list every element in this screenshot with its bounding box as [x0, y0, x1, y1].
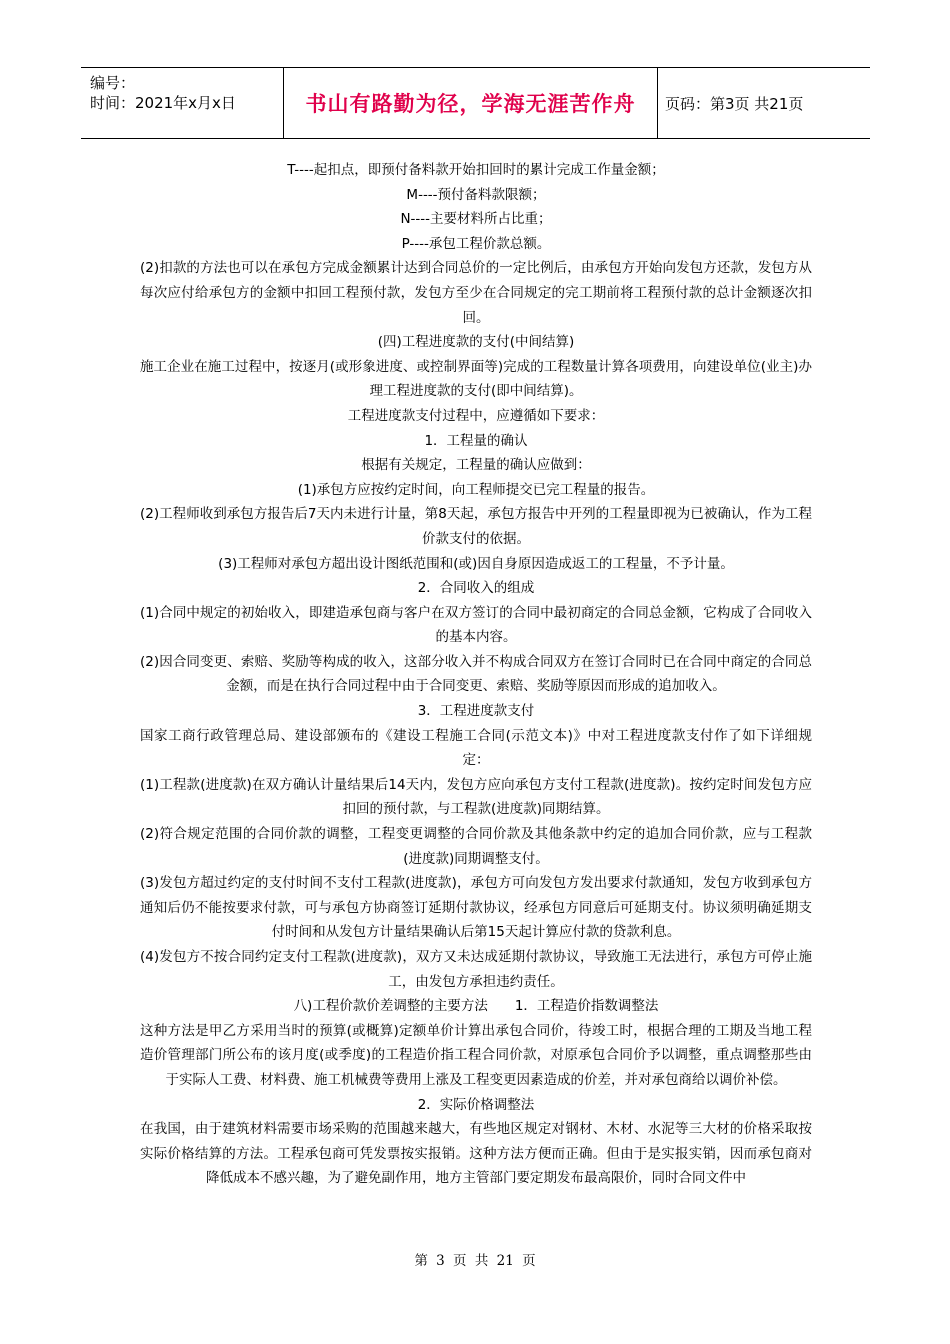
subheading-actual-price: 2．实际价格调整法: [417, 1096, 535, 1113]
header-motto: 书山有路勤为径，学海无涯苦作舟: [305, 92, 636, 116]
paragraph-14: (1)合同中规定的初始收入，即建造承包商与客户在双方签订的合同中最初商定的合同总金额，它构成了合同收入的基本内容。: [140, 604, 812, 646]
section-heading-progress-payment: (四)工程进度款的支付(中间结算): [377, 334, 575, 351]
paragraph-0: T----起扣点，即预付备料款开始扣回时的累计完成工作量金额；: [287, 162, 665, 178]
paragraph-12: (3)工程师对承包方超出设计图纸范围和(或)因自身原因造成返工的工程量，不予计量。: [218, 555, 734, 572]
paragraph-1: M----预付备料款限额；: [406, 186, 546, 203]
paragraph-7: 工程进度款支付过程中，应遵循如下要求：: [347, 407, 605, 424]
paragraph-10: (1)承包方应按约定时间，向工程师提交已完工程量的报告。: [297, 481, 655, 498]
paragraph-2: N----主要材料所占比重；: [400, 211, 552, 228]
header-motto-cell: [283, 68, 658, 138]
header-left-cell: [81, 68, 283, 138]
paragraph-11: (2)工程师收到承包方报告后7天内未进行计量，第8天起，承包方报告中开列的工程量即视为已被确认，作为工程价款支付的依据。: [140, 506, 812, 547]
subheading-progress-payment: 3．工程进度款支付: [417, 703, 535, 720]
paragraph-23: 这种方法是甲乙方采用当时的预算(或概算)定额单价计算出承包合同价，待竣工时，根据合理的工期及当地工程造价管理部门所公布的该月度(或季度)的工程造价指工程合同价款，对原承包合同价予以调整，重点调整那些由于实际人工费、材料费、施工机械费等费用上涨及工程变更因素造成的价差，并对承包商给以调价补偿。: [140, 1022, 812, 1088]
page-header: [81, 67, 870, 139]
page-footer: 第 3 页 共 21 页: [414, 1253, 536, 1269]
header-page-cell: [657, 68, 870, 138]
section-heading-price-adjustment: 八)工程价款价差调整的主要方法 1．工程造价指数调整法: [293, 998, 659, 1015]
paragraph-20: (3)发包方超过约定的支付时间不支付工程款(进度款)，承包方可向发包方发出要求付款通知，发包方收到承包方通知后仍不能按要求付款，可与承包方协商签订延期付款协议，经承包方同意后可延期支付。协议须明确延期支付时间和从发包方计量结果确认后第15天起计算应付款的贷款利息。: [140, 875, 812, 941]
paragraph-4: (2)扣款的方法也可以在承包方完成金额累计达到合同总价的一定比例后，由承包方开始向发包方还款，发包方从每次应付给承包方的金额中扣回工程预付款，发包方至少在合同规定的完工期前将工程预付款的总计金额逐次扣回。: [140, 260, 812, 326]
subheading-quantity-confirmation: 1．工程量的确认: [424, 432, 528, 449]
document-number-label: 编号：: [90, 74, 136, 92]
paragraph-19: (2)符合规定范围的合同价款的调整，工程变更调整的合同价款及其他条款中约定的追加合同价款，应与工程款(进度款)同期调整支付。: [140, 826, 812, 867]
paragraph-25: 在我国，由于建筑材料需要市场采购的范围越来越大，有些地区规定对钢材、木材、水泥等三大材的价格采取按实际价格结算的方法。工程承包商可凭发票按实报销。这种方法方便而正确。但由于是实报实销，因而承包商对降低成本不感兴趣，为了避免副作用，地方主管部门要定期发布最高限价，同时合同文件中: [140, 1121, 812, 1187]
paragraph-6: 施工企业在施工过程中，按逐月(或形象进度、或控制界面等)完成的工程数量计算各项费用，向建设单位(业主)办理工程进度款的支付(即中间结算)。: [140, 358, 812, 400]
document-body: [140, 158, 812, 1191]
document-date-label: 时间：2021年x月x日: [90, 94, 236, 112]
paragraph-18: (1)工程款(进度款)在双方确认计量结果后14天内，发包方应向承包方支付工程款(进度款)。按约定时间发包方应扣回的预付款，与工程款(进度款)同期结算。: [140, 776, 812, 818]
subheading-contract-revenue: 2．合同收入的组成: [417, 580, 535, 597]
paragraph-9: 根据有关规定，工程量的确认应做到：: [361, 457, 591, 474]
paragraph-15: (2)因合同变更、索赔、奖励等构成的收入，这部分收入并不构成合同双方在签订合同时已在合同中商定的合同总金额，而是在执行合同过程中由于合同变更、索赔、奖励等原因而形成的追加收入。: [140, 653, 812, 695]
paragraph-17: 国家工商行政管理总局、建设部颁布的《建设工程施工合同(示范文本)》中对工程进度款支付作了如下详细规定：: [140, 727, 812, 769]
header-page-info: 页码：第3页 共21页: [665, 94, 804, 113]
paragraph-21: (4)发包方不按合同约定支付工程款(进度款)，双方又未达成延期付款协议，导致施工无法进行，承包方可停止施工，由发包方承担违约责任。: [140, 949, 812, 990]
paragraph-3: P----承包工程价款总额。: [401, 235, 551, 252]
